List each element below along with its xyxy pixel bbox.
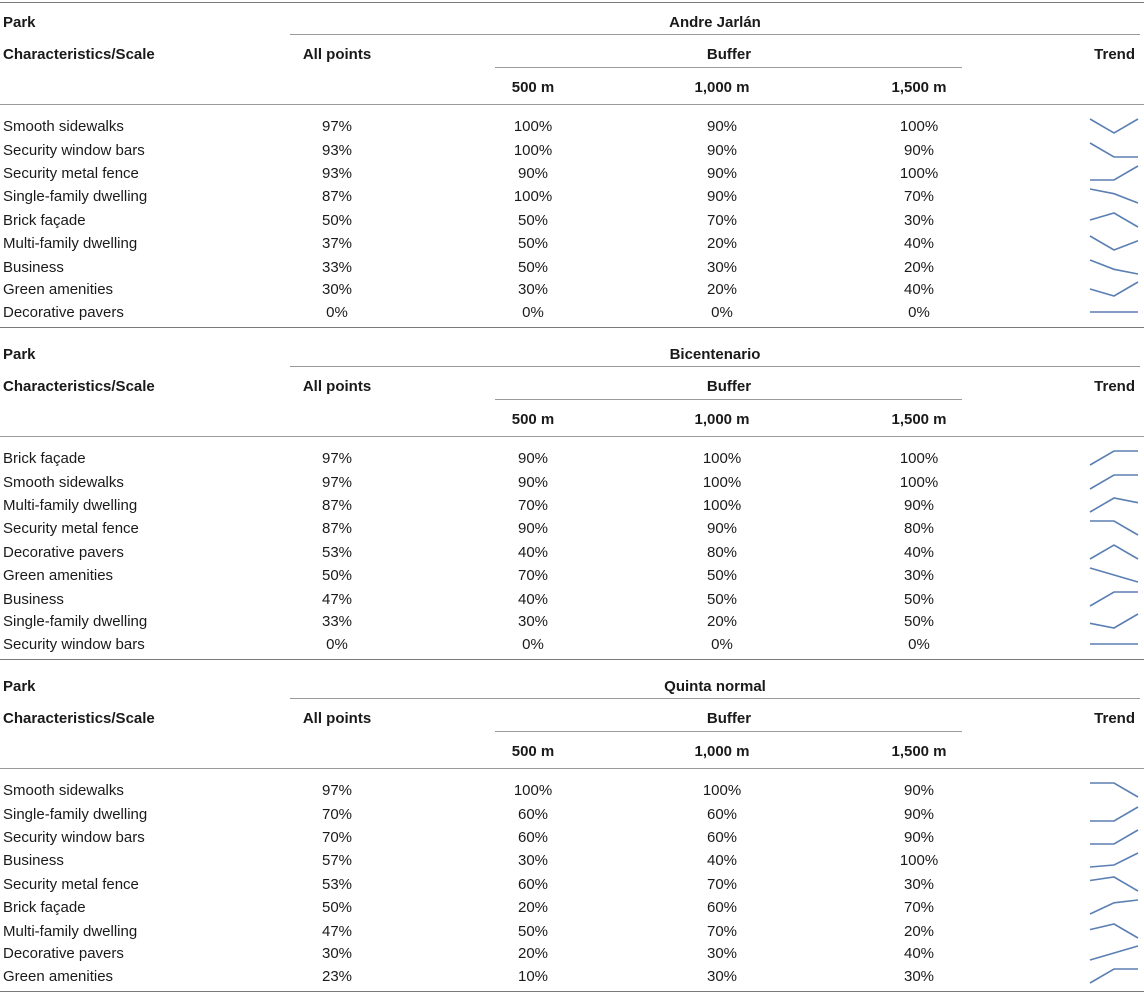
trend-sparkline <box>1090 119 1138 133</box>
cell-buffer-500m: 100% <box>513 118 553 135</box>
cell-buffer-1000m: 0% <box>711 636 733 653</box>
trend-line <box>1090 119 1138 133</box>
characteristics-scale-label: Characteristics/Scale <box>3 46 155 63</box>
row-characteristic: Single-family dwelling <box>3 806 148 823</box>
buffer-header: Buffer <box>706 710 752 727</box>
cell-buffer-500m: 70% <box>517 567 549 584</box>
cell-buffer-500m: 50% <box>517 212 549 229</box>
row-characteristic: Green amenities <box>3 968 114 985</box>
buffer-500m-header: 500 m <box>511 743 555 760</box>
cell-buffer-1500m: 20% <box>903 923 935 940</box>
cell-all-points: 93% <box>321 142 353 159</box>
trend-line <box>1090 166 1138 180</box>
trend-header: Trend <box>1094 46 1135 63</box>
row-characteristic: Security window bars <box>3 636 145 653</box>
cell-buffer-500m: 90% <box>517 474 549 491</box>
cell-all-points: 37% <box>321 235 353 252</box>
park-label: Park <box>3 14 36 31</box>
trend-sparkline <box>1090 143 1138 157</box>
buffer-500m-header: 500 m <box>511 79 555 96</box>
trend-header: Trend <box>1094 378 1135 395</box>
row-characteristic: Brick façade <box>3 450 86 467</box>
trend-line <box>1090 451 1138 465</box>
trend-sparkline <box>1090 498 1138 512</box>
cell-buffer-1000m: 60% <box>706 899 738 916</box>
cell-all-points: 57% <box>321 852 353 869</box>
cell-buffer-1000m: 50% <box>706 567 738 584</box>
cell-buffer-500m: 90% <box>517 450 549 467</box>
cell-buffer-1000m: 90% <box>706 188 738 205</box>
row-characteristic: Green amenities <box>3 281 114 298</box>
park-label: Park <box>3 346 36 363</box>
trend-sparkline <box>1090 282 1138 296</box>
cell-buffer-1500m: 90% <box>903 829 935 846</box>
cell-buffer-1000m: 60% <box>706 829 738 846</box>
park-underline <box>290 698 1140 699</box>
header-rule <box>0 104 1144 105</box>
cell-buffer-500m: 10% <box>517 968 549 985</box>
cell-all-points: 47% <box>321 923 353 940</box>
park-underline <box>290 366 1140 367</box>
trend-line <box>1090 260 1138 274</box>
trend-sparkline <box>1090 305 1138 319</box>
cell-buffer-1500m: 90% <box>903 782 935 799</box>
row-characteristic: Smooth sidewalks <box>3 118 124 135</box>
trend-sparkline <box>1090 637 1138 651</box>
header-rule <box>0 436 1144 437</box>
cell-all-points: 70% <box>321 829 353 846</box>
cell-buffer-1500m: 70% <box>903 899 935 916</box>
trend-line <box>1090 189 1138 203</box>
cell-buffer-1500m: 40% <box>903 544 935 561</box>
cell-buffer-1000m: 100% <box>702 782 742 799</box>
trend-sparkline <box>1090 877 1138 891</box>
trend-sparkline <box>1090 900 1138 914</box>
cell-buffer-1000m: 30% <box>706 945 738 962</box>
trend-sparkline <box>1090 545 1138 559</box>
cell-buffer-1500m: 40% <box>903 281 935 298</box>
cell-all-points: 30% <box>321 281 353 298</box>
trend-line <box>1090 475 1138 489</box>
cell-buffer-1000m: 20% <box>706 281 738 298</box>
park-name: Bicentenario <box>669 346 761 363</box>
trend-line <box>1090 213 1138 227</box>
cell-buffer-1000m: 50% <box>706 591 738 608</box>
trend-sparkline <box>1090 783 1138 797</box>
trend-sparkline <box>1090 830 1138 844</box>
park-label: Park <box>3 678 36 695</box>
cell-buffer-1000m: 100% <box>702 450 742 467</box>
cell-buffer-500m: 50% <box>517 235 549 252</box>
cell-buffer-500m: 70% <box>517 497 549 514</box>
row-characteristic: Smooth sidewalks <box>3 782 124 799</box>
cell-all-points: 97% <box>321 782 353 799</box>
cell-all-points: 33% <box>321 259 353 276</box>
cell-buffer-500m: 60% <box>517 806 549 823</box>
section-bottom-rule <box>0 659 1144 660</box>
cell-buffer-1000m: 90% <box>706 520 738 537</box>
cell-buffer-1000m: 90% <box>706 142 738 159</box>
cell-buffer-1500m: 100% <box>899 852 939 869</box>
row-characteristic: Brick façade <box>3 212 86 229</box>
cell-all-points: 23% <box>321 968 353 985</box>
all-points-header: All points <box>302 710 372 727</box>
cell-buffer-1500m: 100% <box>899 474 939 491</box>
cell-buffer-500m: 50% <box>517 259 549 276</box>
cell-buffer-500m: 90% <box>517 520 549 537</box>
cell-buffer-500m: 60% <box>517 829 549 846</box>
cell-buffer-500m: 30% <box>517 613 549 630</box>
cell-buffer-1500m: 30% <box>903 212 935 229</box>
cell-all-points: 0% <box>326 304 348 321</box>
row-characteristic: Multi-family dwelling <box>3 497 138 514</box>
cell-buffer-1500m: 70% <box>903 188 935 205</box>
section-bottom-rule <box>0 327 1144 328</box>
trend-sparkline <box>1090 475 1138 489</box>
characteristics-scale-label: Characteristics/Scale <box>3 378 155 395</box>
cell-buffer-1000m: 60% <box>706 806 738 823</box>
cell-buffer-1000m: 90% <box>706 165 738 182</box>
buffer-1000m-header: 1,000 m <box>694 743 750 760</box>
cell-buffer-1500m: 30% <box>903 876 935 893</box>
cell-all-points: 87% <box>321 520 353 537</box>
cell-buffer-1000m: 100% <box>702 497 742 514</box>
row-characteristic: Smooth sidewalks <box>3 474 124 491</box>
cell-all-points: 70% <box>321 806 353 823</box>
trend-line <box>1090 853 1138 867</box>
row-characteristic: Decorative pavers <box>3 304 124 321</box>
row-characteristic: Multi-family dwelling <box>3 235 138 252</box>
cell-buffer-1500m: 90% <box>903 142 935 159</box>
trend-sparkline <box>1090 853 1138 867</box>
buffer-500m-header: 500 m <box>511 411 555 428</box>
cell-all-points: 53% <box>321 876 353 893</box>
cell-buffer-1500m: 100% <box>899 450 939 467</box>
trend-line <box>1090 282 1138 296</box>
row-characteristic: Single-family dwelling <box>3 613 148 630</box>
cell-all-points: 97% <box>321 450 353 467</box>
cell-buffer-1500m: 30% <box>903 567 935 584</box>
trend-line <box>1090 877 1138 891</box>
buffer-1000m-header: 1,000 m <box>694 411 750 428</box>
cell-buffer-1500m: 100% <box>899 165 939 182</box>
cell-buffer-1000m: 70% <box>706 923 738 940</box>
trend-sparkline <box>1090 236 1138 250</box>
cell-buffer-1500m: 80% <box>903 520 935 537</box>
cell-buffer-1500m: 90% <box>903 806 935 823</box>
trend-line <box>1090 924 1138 938</box>
cell-buffer-500m: 50% <box>517 923 549 940</box>
trend-sparkline <box>1090 969 1138 983</box>
cell-buffer-1000m: 20% <box>706 613 738 630</box>
trend-line <box>1090 969 1138 983</box>
buffer-underline <box>495 399 962 400</box>
cell-all-points: 50% <box>321 899 353 916</box>
header-rule <box>0 768 1144 769</box>
trend-line <box>1090 900 1138 914</box>
trend-sparkline <box>1090 166 1138 180</box>
trend-line <box>1090 783 1138 797</box>
trend-line <box>1090 236 1138 250</box>
section-bottom-rule <box>0 991 1144 992</box>
row-characteristic: Security metal fence <box>3 165 139 182</box>
trend-sparkline <box>1090 521 1138 535</box>
cell-all-points: 33% <box>321 613 353 630</box>
row-characteristic: Business <box>3 259 64 276</box>
trend-sparkline <box>1090 946 1138 960</box>
row-characteristic: Business <box>3 591 64 608</box>
trend-line <box>1090 614 1138 628</box>
cell-buffer-1500m: 20% <box>903 259 935 276</box>
cell-buffer-500m: 40% <box>517 544 549 561</box>
cell-buffer-1500m: 0% <box>908 636 930 653</box>
cell-all-points: 50% <box>321 212 353 229</box>
cell-buffer-1000m: 70% <box>706 212 738 229</box>
trend-sparkline <box>1090 568 1138 582</box>
park-name: Quinta normal <box>664 678 766 695</box>
cell-buffer-1000m: 70% <box>706 876 738 893</box>
cell-all-points: 47% <box>321 591 353 608</box>
cell-buffer-500m: 30% <box>517 852 549 869</box>
cell-buffer-500m: 20% <box>517 899 549 916</box>
row-characteristic: Green amenities <box>3 567 114 584</box>
cell-buffer-500m: 20% <box>517 945 549 962</box>
cell-buffer-1500m: 100% <box>899 118 939 135</box>
cell-buffer-1000m: 20% <box>706 235 738 252</box>
row-characteristic: Brick façade <box>3 899 86 916</box>
cell-all-points: 97% <box>321 474 353 491</box>
cell-buffer-500m: 100% <box>513 782 553 799</box>
trend-line <box>1090 807 1138 821</box>
cell-buffer-500m: 100% <box>513 188 553 205</box>
row-characteristic: Decorative pavers <box>3 544 124 561</box>
trend-sparkline <box>1090 614 1138 628</box>
trend-sparkline <box>1090 592 1138 606</box>
cell-buffer-1000m: 30% <box>706 968 738 985</box>
cell-buffer-1000m: 30% <box>706 259 738 276</box>
cell-buffer-1000m: 80% <box>706 544 738 561</box>
row-characteristic: Multi-family dwelling <box>3 923 138 940</box>
buffer-1500m-header: 1,500 m <box>891 411 947 428</box>
cell-buffer-1000m: 40% <box>706 852 738 869</box>
cell-buffer-500m: 60% <box>517 876 549 893</box>
trend-line <box>1090 498 1138 512</box>
cell-all-points: 30% <box>321 945 353 962</box>
buffer-1000m-header: 1,000 m <box>694 79 750 96</box>
cell-buffer-500m: 100% <box>513 142 553 159</box>
cell-buffer-1000m: 100% <box>702 474 742 491</box>
row-characteristic: Security metal fence <box>3 520 139 537</box>
buffer-1500m-header: 1,500 m <box>891 743 947 760</box>
trend-line <box>1090 568 1138 582</box>
buffer-underline <box>495 67 962 68</box>
buffer-header: Buffer <box>706 46 752 63</box>
trend-line <box>1090 143 1138 157</box>
trend-header: Trend <box>1094 710 1135 727</box>
park-underline <box>290 34 1140 35</box>
buffer-1500m-header: 1,500 m <box>891 79 947 96</box>
all-points-header: All points <box>302 378 372 395</box>
cell-buffer-500m: 40% <box>517 591 549 608</box>
buffer-underline <box>495 731 962 732</box>
trend-sparkline <box>1090 189 1138 203</box>
trend-line <box>1090 830 1138 844</box>
cell-buffer-1500m: 90% <box>903 497 935 514</box>
trend-sparkline <box>1090 924 1138 938</box>
cell-buffer-500m: 0% <box>522 636 544 653</box>
cell-buffer-500m: 0% <box>522 304 544 321</box>
trend-sparkline <box>1090 260 1138 274</box>
row-characteristic: Decorative pavers <box>3 945 124 962</box>
cell-buffer-1000m: 90% <box>706 118 738 135</box>
cell-buffer-1500m: 50% <box>903 591 935 608</box>
cell-buffer-1500m: 30% <box>903 968 935 985</box>
trend-line <box>1090 592 1138 606</box>
park-name: Andre Jarlán <box>669 14 761 31</box>
cell-buffer-1000m: 0% <box>711 304 733 321</box>
cell-buffer-500m: 90% <box>517 165 549 182</box>
trend-sparkline <box>1090 451 1138 465</box>
cell-buffer-500m: 30% <box>517 281 549 298</box>
cell-buffer-1500m: 40% <box>903 235 935 252</box>
cell-all-points: 0% <box>326 636 348 653</box>
cell-all-points: 87% <box>321 188 353 205</box>
cell-all-points: 97% <box>321 118 353 135</box>
row-characteristic: Security window bars <box>3 829 145 846</box>
cell-buffer-1500m: 50% <box>903 613 935 630</box>
all-points-header: All points <box>302 46 372 63</box>
row-characteristic: Security metal fence <box>3 876 139 893</box>
trend-line <box>1090 521 1138 535</box>
cell-all-points: 93% <box>321 165 353 182</box>
characteristics-scale-label: Characteristics/Scale <box>3 710 155 727</box>
buffer-header: Buffer <box>706 378 752 395</box>
cell-all-points: 53% <box>321 544 353 561</box>
table-top-rule <box>0 2 1144 3</box>
cell-buffer-1500m: 40% <box>903 945 935 962</box>
row-characteristic: Business <box>3 852 64 869</box>
cell-buffer-1500m: 0% <box>908 304 930 321</box>
cell-all-points: 50% <box>321 567 353 584</box>
trend-line <box>1090 946 1138 960</box>
row-characteristic: Security window bars <box>3 142 145 159</box>
trend-sparkline <box>1090 213 1138 227</box>
row-characteristic: Single-family dwelling <box>3 188 148 205</box>
cell-all-points: 87% <box>321 497 353 514</box>
trend-line <box>1090 545 1138 559</box>
trend-sparkline <box>1090 807 1138 821</box>
